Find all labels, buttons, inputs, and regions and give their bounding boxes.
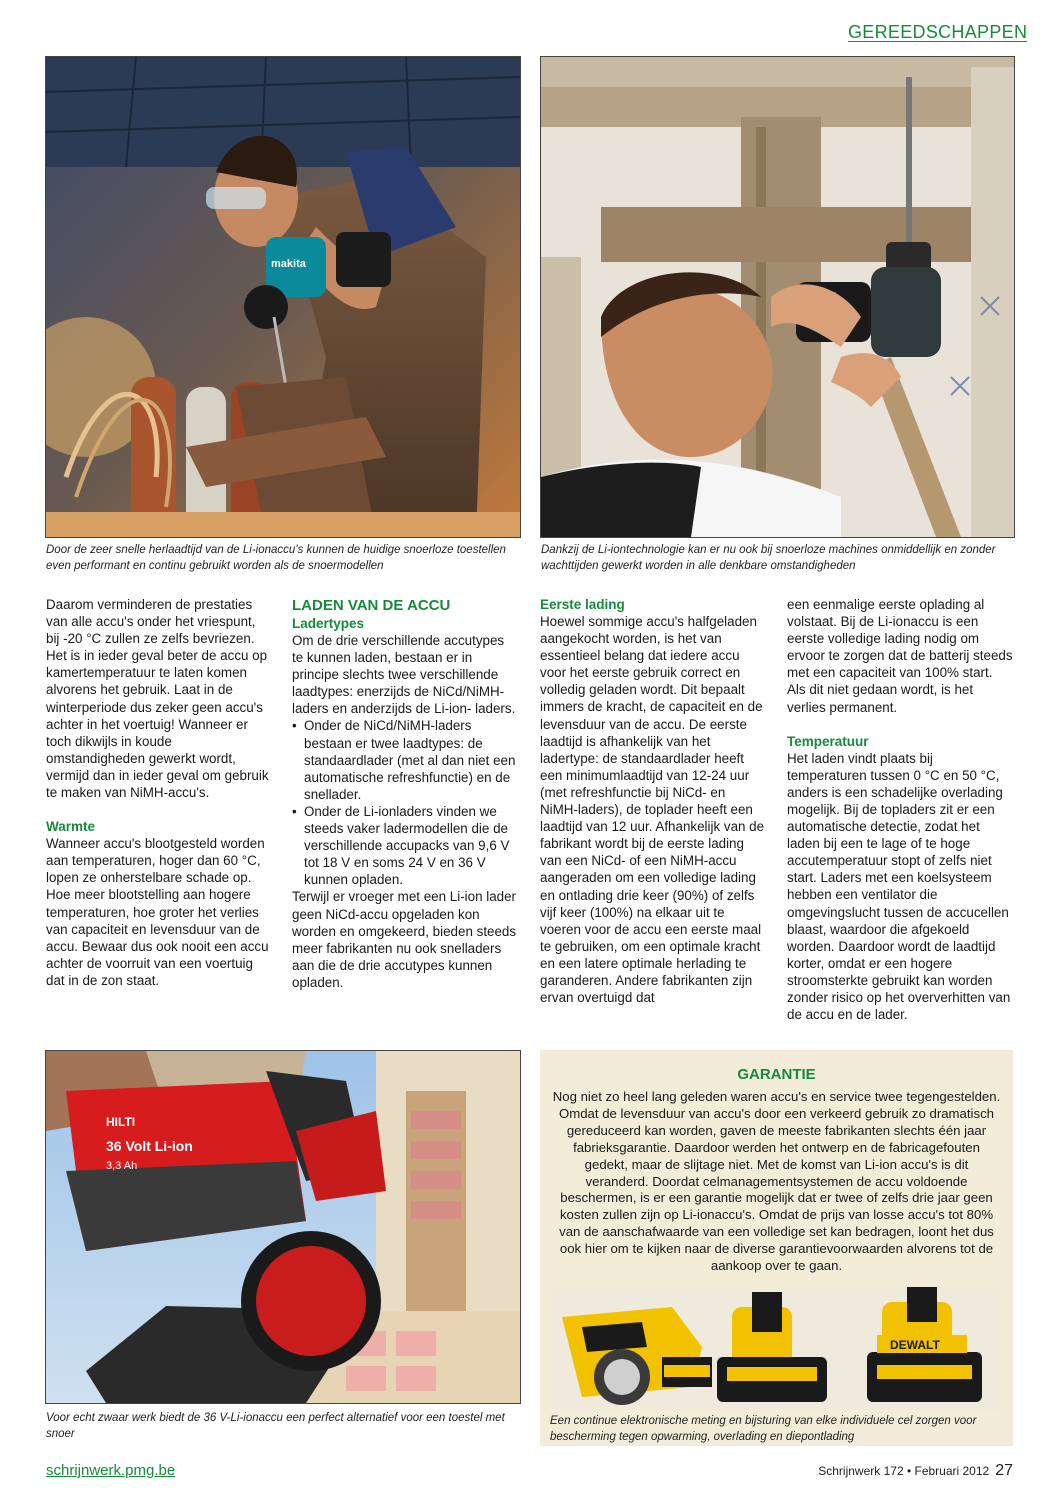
paragraph-warmte: Wanneer accu's blootgesteld worden aan temperaturen, hoger dan 60 °C, lopen ze onherstelbare schade op. Hoe meer blootstelling aan hogere temperaturen, hoe groter het verlies van capaciteit en levensduur van de accu. Bewaar dus ook nooit een accu achter de voorruit van een voertuig dat in de zon staat. bbox=[46, 836, 269, 988]
battery-label: 36 Volt Li-ion bbox=[106, 1138, 193, 1154]
garantie-text: Nog niet zo heel lang geleden waren accu's en service twee tegengestelden. Omdat de levensduur van accu's door een verkeerd gebruik zo dramatisch gereduceerd kan worden, gaven de meeste fabrikanten slechts één jaar fabrieksgarantie. Daardoor werden het ontwerp en de fabricagefouten gedekt, maar de slijtage niet. Met de komst van Li-ion accu's is dit veranderd. Doordat celmanagementsystemen de accu voldoende beschermen, is er een garantie mogelijk dat er twee of zelfs drie jaar geen kosten zullen zijn op Li-ionaccu's. Omdat de prijs van losse accu's tot 80% van de aanschafwaarde van een volledige set kan bedragen, loont het dus ook hier om te kijken naar de diverse garantievoorwaarden alvorens tot de aankoop over te gaan. bbox=[552, 1089, 1001, 1274]
text-column-3 bbox=[540, 596, 766, 1006]
heading-warmte: Warmte bbox=[46, 819, 96, 835]
text-column-4 bbox=[787, 596, 1013, 1023]
text-column-2 bbox=[292, 596, 518, 991]
page-number: 27 bbox=[995, 1462, 1013, 1479]
drill-brand: makita bbox=[271, 258, 306, 270]
paragraph-temperatuur: Het laden vindt plaats bij temperaturen tussen 0 °C en 50 °C, anders is een schadelijke overlading mogelijk. Bij de topladers zit er een automatische detectie, zodat het laden bij een te lage of te hoge accutemperatuur stopt of zelfs niet start. Laders met een koelsysteem hebben een ventilator die omgevingslucht tussen de accucellen blaast, waardoor die afgekoeld worden. Daardoor wordt de laadtijd korter, omdat er een hogere stroomsterkte gebruikt kan worden zonder risico op het oververhitten van de accu en de lader. bbox=[787, 750, 1011, 1023]
footer-issue-info bbox=[818, 1462, 1013, 1480]
paragraph-eerste-lading: Hoewel sommige accu's halfgeladen aangekocht worden, is het van essentieel belang dat iedere accu voor het eerste gebruik correct en volledig geladen wordt. Dit bepaalt immers de kracht, de capaciteit en de levensduur van de accu. De eerste laadtijd is afhankelijk van het ladertype: de standaardlader heeft een minimumlaadtijd van 12-24 uur (met refreshfunctie bij NiCd- en NiMH-laders), de toplader heeft een laadtijd van 12 uur. Afhankelijk van de fabrikant wordt bij de eerste lading van een NiCd- of een NiMH-accu aangeraden om een volledige lading en ontlading drie keer (90%) of zelfs vijf keer (100%) na elkaar uit te voeren voor de accu een eerste maal te gebruiken, om een optimale kracht en een latere optimale herlading te garanderen. Andere fabrikanten zijn ervan overtuigd dat bbox=[540, 614, 765, 1006]
battery-capacity: 3,3 Ah bbox=[106, 1160, 138, 1172]
heading-ladertypes: Ladertypes bbox=[292, 616, 365, 631]
photo-circular-saw bbox=[45, 1050, 521, 1404]
caption-top-left: Door de zeer snelle herlaadtijd van de Li-ionaccu's kunnen de huidige snoerloze toestellen even performant en continu gebruikt worden als de snoermodellen bbox=[46, 544, 506, 572]
photo-wood-drilling bbox=[540, 56, 1015, 538]
caption-dewalt: Een continue elektronische meting en bijsturing van elke individuele cel zorgen voor bescherming tegen opwarming, overlading en diepontlading bbox=[550, 1415, 977, 1443]
paragraph-snelladers: Terwijl er vroeger met een Li-ion lader geen NiCd-accu opgeladen kon worden en omgekeerd, bieden steeds meer fabrikanten nu ook snelladers aan die de drie accutypes kunnen opladen. bbox=[292, 889, 517, 990]
paragraph-eenmalige-oplading: een eenmalige eerste oplading al volstaat. Bij de Li-ionaccu is een eerste volledige lading nodig om ervoor te zorgen dat de batterij steeds met een capaciteit van 100% start. Als dit niet gedaan wordt, is het verlies permanent. bbox=[787, 597, 1013, 715]
section-label: GEREEDSCHAPPEN bbox=[848, 22, 1028, 42]
paragraph-ladertypes: Om de drie verschillende accutypes te kunnen laden, bestaan er in principe slechts twee verschillende laadtypes: enerzijds de NiCd/NiMH-laders en anderzijds de Li-ion- laders. bbox=[292, 633, 516, 717]
battery-brand: HILTI bbox=[106, 1115, 136, 1129]
garantie-box bbox=[540, 1050, 1013, 1446]
photo-welder-drilling bbox=[45, 56, 521, 538]
photo-dewalt-tools bbox=[552, 1287, 1000, 1410]
paragraph-cold-performance: Daarom verminderen de prestaties van alle accu's onder het vriespunt, bij -20 °C zullen ze zelfs bevriezen. Het is in ieder geval beter de accu op kamertemperatuur te laten komen alvorens het gebruik. Laat in de winterperiode dus zeker geen accu's achter in het voertuig! Wanneer er toch dikwijls in koude omstandigheden gewerkt wordt, vermijd dan in ieder geval om gebruik te maken van NiMH-accu's. bbox=[46, 597, 269, 801]
list-item: • Onder de NiCd/NiMH-laders bestaan er twee laadtypes: de standaardlader (met al dan niet een automatische refreshfunctie) en de snellader. bbox=[292, 717, 518, 802]
caption-bottom-left: Voor echt zwaar werk biedt de 36 V-Li-ionaccu een perfect alternatief voor een toestel met snoer bbox=[46, 1412, 505, 1440]
text-column-1 bbox=[46, 596, 272, 989]
list-item: • Onder de Li-ionladers vinden we steeds vaker ladermodellen die de verschillende accupacks van 9,6 V tot 18 V en soms 24 V en 36 V kunnen opladen. bbox=[292, 803, 518, 888]
heading-laden-van-de-accu: LADEN VAN DE ACCU bbox=[292, 597, 451, 614]
caption-top-right: Dankzij de Li-iontechnologie kan er nu ook bij snoerloze machines onmiddellijk en zonder wachttijden gewerkt worden in alle denkbare omstandigheden bbox=[541, 544, 996, 572]
footer-issue: Schrijnwerk 172 • Februari 2012 bbox=[818, 1464, 990, 1478]
bullet-list-ladertypes bbox=[292, 717, 518, 888]
footer-website-link[interactable]: schrijnwerk.pmg.be bbox=[46, 1462, 176, 1479]
garantie-title: GARANTIE bbox=[737, 1066, 816, 1083]
tool-brand: DEWALT bbox=[890, 1338, 940, 1352]
heading-temperatuur: Temperatuur bbox=[787, 733, 869, 749]
heading-eerste-lading: Eerste lading bbox=[540, 597, 625, 612]
